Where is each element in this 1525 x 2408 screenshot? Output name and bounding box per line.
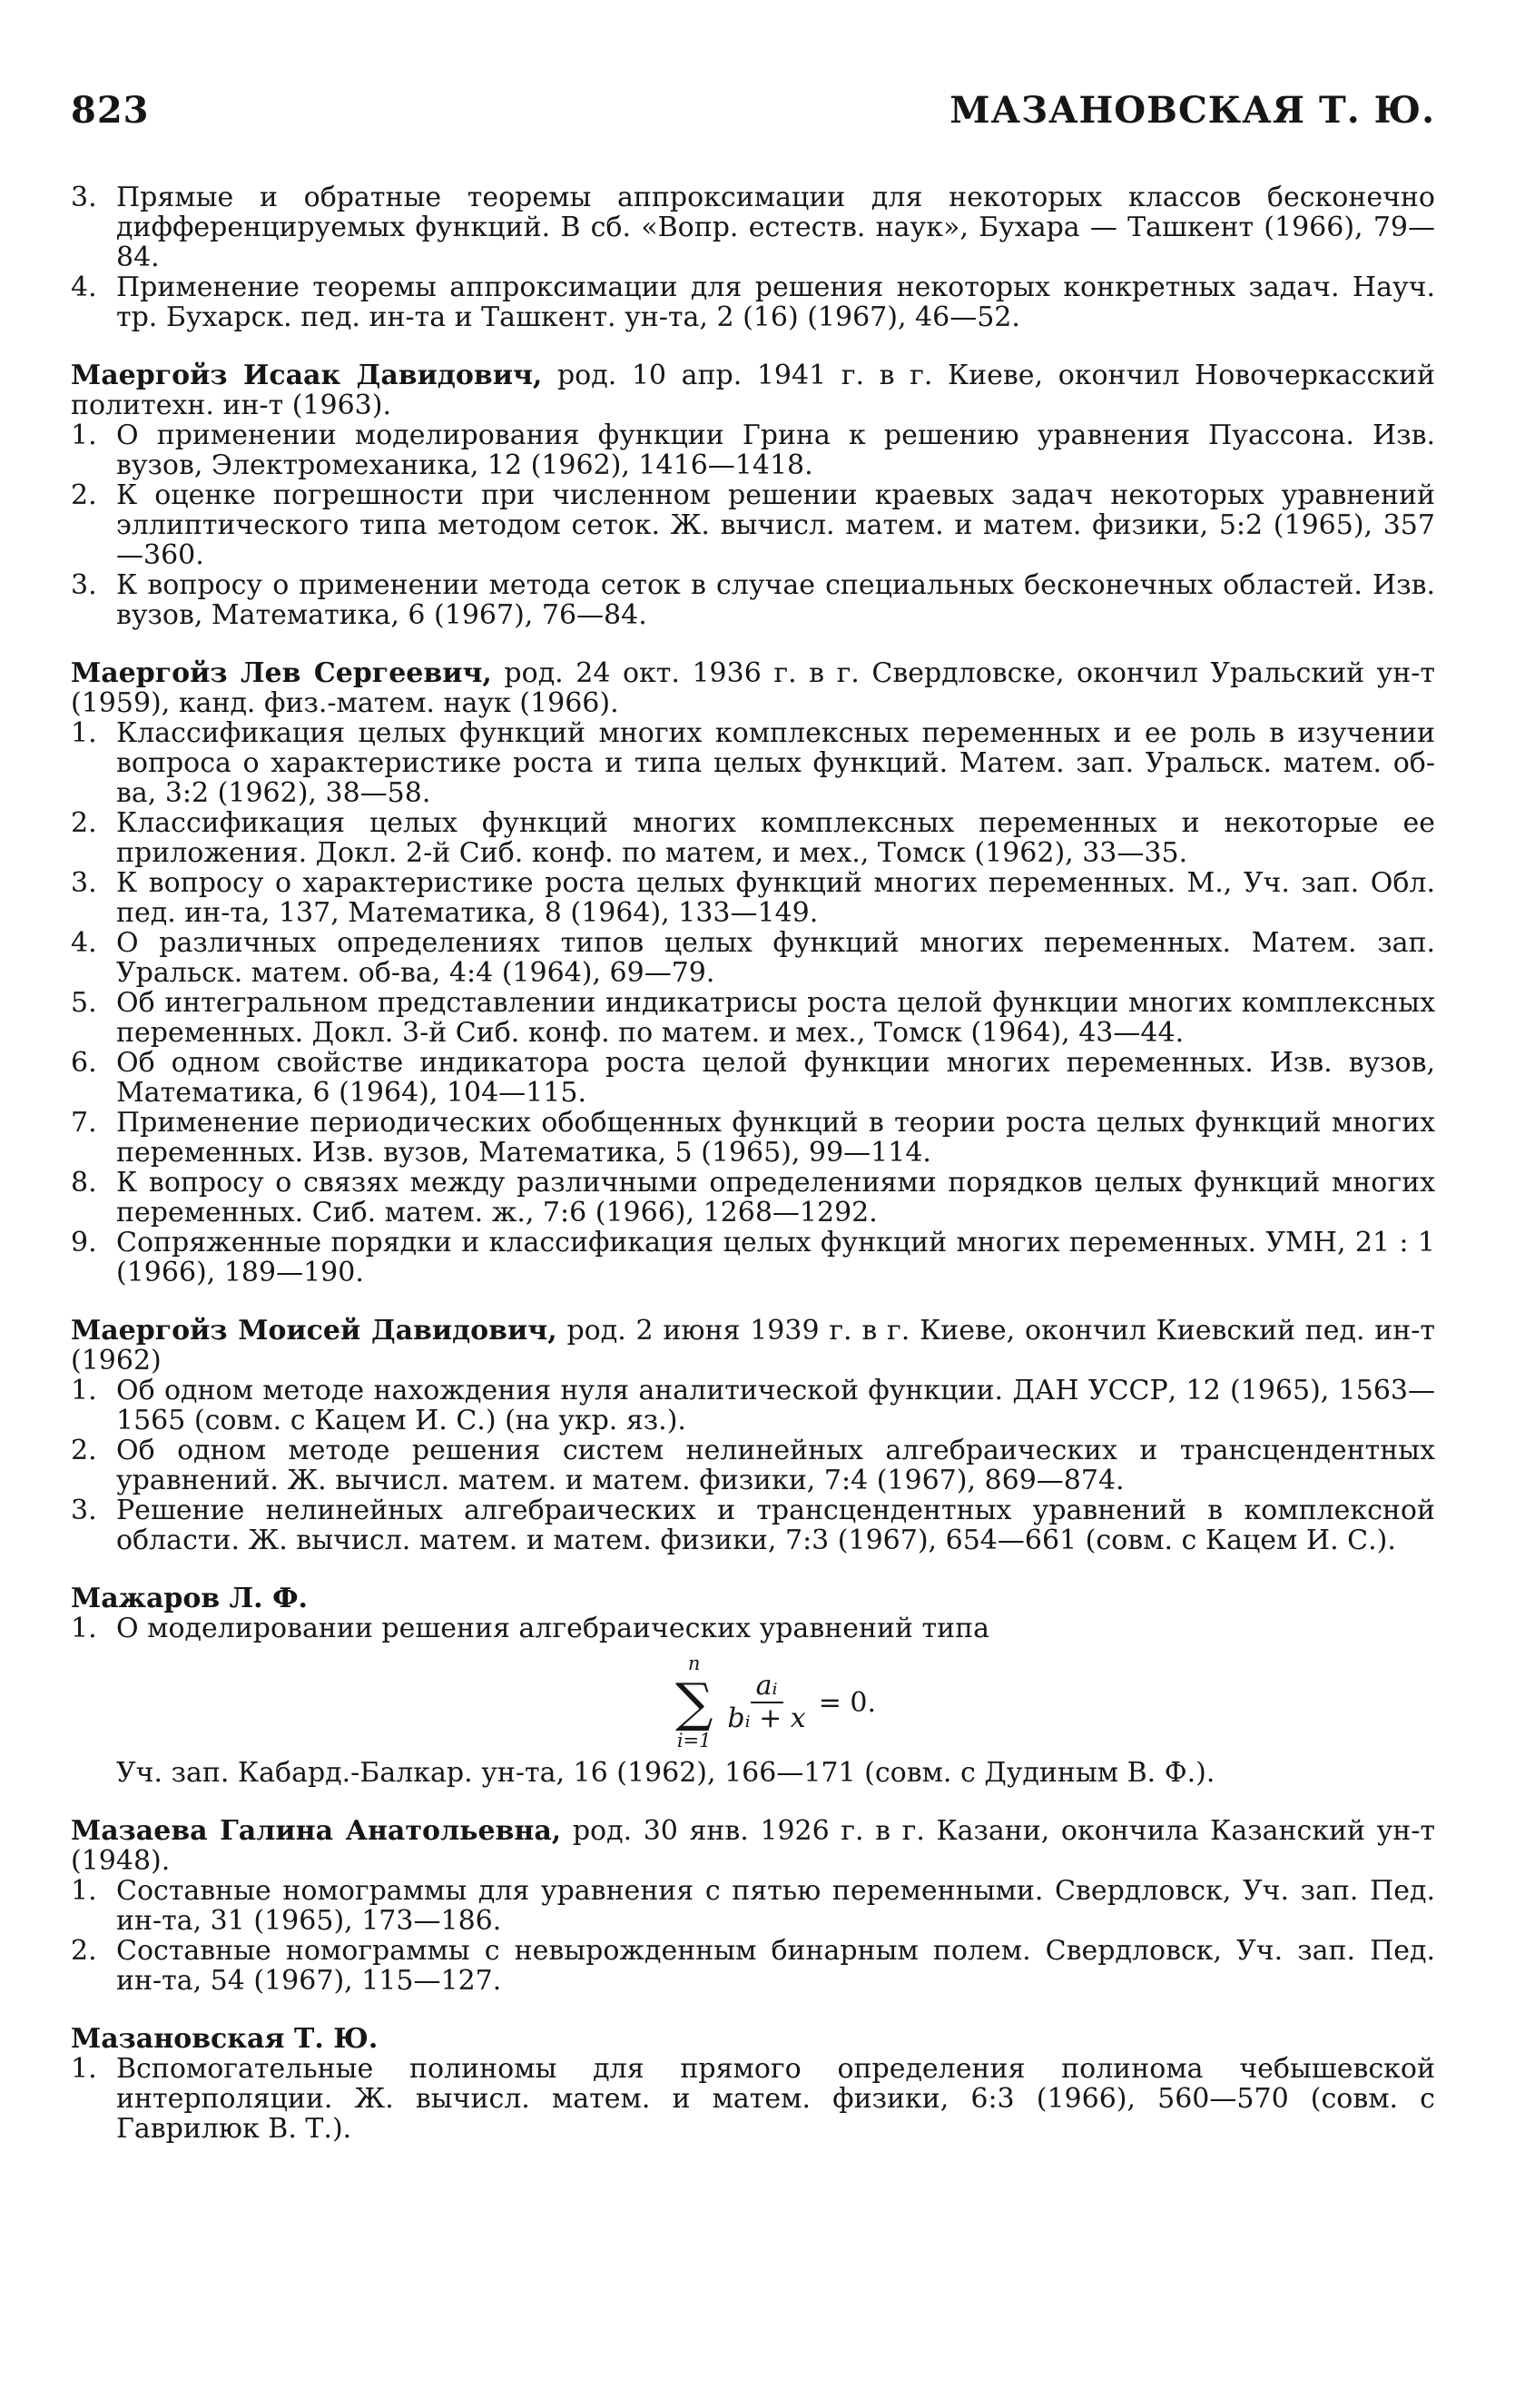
- item-text: Об одном свойстве индикатора роста целой функции многих переменных. Изв. вузов, Математика, 6 (1964), 104—115.: [116, 1047, 1435, 1109]
- sum-lower-limit: i=1: [676, 1730, 712, 1752]
- item-text: О различных определениях типов целых функций многих переменных. Матем. зап. Уральск. матем. об-ва, 4:4 (1964), 69—79.: [116, 927, 1435, 989]
- fraction-denominator: bᵢ + x: [727, 1702, 806, 1734]
- list-item: [71, 1495, 1435, 1555]
- item-text: Сопряженные порядки и классификация целых функций многих переменных. УМН, 21 : 1 (1966), 189—190.: [116, 1227, 1435, 1288]
- list-item: [71, 2054, 1435, 2144]
- sum-upper-limit: n: [687, 1653, 701, 1674]
- list-item: [71, 988, 1435, 1048]
- item-number: 6.: [71, 1047, 97, 1079]
- item-number: 1.: [71, 1613, 97, 1644]
- list-item: [71, 1168, 1435, 1228]
- page-number: 823: [71, 89, 150, 132]
- item-number: 3.: [71, 569, 97, 601]
- item-number: 4.: [71, 271, 97, 303]
- item-number: 2.: [71, 1935, 97, 1967]
- author-name: Мазановская Т. Ю.: [71, 2023, 379, 2055]
- item-number: 1.: [71, 1875, 97, 1907]
- fraction: [722, 1671, 811, 1734]
- item-number: 3.: [71, 867, 97, 899]
- author-heading: [71, 360, 1435, 420]
- item-number: 5.: [71, 987, 97, 1019]
- entry-maergoiz-isaak: [71, 360, 1435, 630]
- item-number: 1.: [71, 419, 97, 451]
- item-number: 2.: [71, 479, 97, 511]
- item-text: Классификация целых функций многих комплексных переменных и ее роль в изучении вопроса о характеристике роста и типа целых функций. Матем. зап. Уральск. матем. об-ва, 3:2 (1962), 38—58.: [116, 717, 1435, 809]
- list-item: [71, 1936, 1435, 1996]
- item-text: Составные номограммы для уравнения с пятью переменными. Свердловск, Уч. зап. Пед. ин-та, 31 (1965), 173—186.: [116, 1875, 1435, 1937]
- page-header: [71, 89, 1435, 132]
- item-citation: Уч. зап. Кабард.-Балкар. ун-та, 16 (1962), 166—171 (совм. с Дудиным В. Ф.).: [116, 1757, 1215, 1789]
- equation-rhs: = 0.: [818, 1686, 877, 1719]
- author-heading: [71, 1584, 1435, 1614]
- item-text: Вспомогательные полиномы для прямого определения полинома чебышевской интерполяции. Ж. вычисл. матем. и матем. физики, 6:3 (1966), 560—570 (совм. с Гаврилюк В. Т.).: [116, 2053, 1435, 2145]
- item-text: Применение теоремы аппроксимации для решения некоторых конкретных задач. Науч. тр. Бухарск. пед. ин-та и Ташкент. ун-та, 2 (16) (1967), 46—52.: [116, 271, 1435, 333]
- author-info: род. 30 янв. 1926 г. в г. Казани, окончила Казанский ун-т (1948).: [71, 1815, 1435, 1877]
- list-item: [71, 718, 1435, 808]
- item-text: Классификация целых функций многих комплексных переменных и некоторые ее приложения. Докл. 2-й Сиб. конф. по матем, и мех., Томск (1962), 33—35.: [116, 807, 1435, 869]
- item-text: Об одном методе решения систем нелинейных алгебраических и трансцендентных уравнений. Ж. вычисл. матем. и матем. физики, 7:4 (1967), 869—874.: [116, 1435, 1435, 1496]
- entry-maergoiz-moisei: [71, 1316, 1435, 1555]
- item-number: 2.: [71, 1435, 97, 1466]
- author-name: Маергойз Моисей Давидович,: [71, 1315, 557, 1347]
- sum-operator: [675, 1653, 713, 1752]
- item-number: 1.: [71, 2053, 97, 2085]
- item-text: О применении моделирования функции Грина к решению уравнения Пуассона. Изв. вузов, Электромеханика, 12 (1962), 1416—1418.: [116, 419, 1435, 481]
- author-heading: [71, 1816, 1435, 1876]
- item-text: Прямые и обратные теоремы аппроксимации для некоторых классов бесконечно дифференцируемых функций. В сб. «Вопр. естеств. наук», Бухара — Ташкент (1966), 79—84.: [116, 182, 1435, 273]
- author-name: Мазаева Галина Анатольевна,: [71, 1815, 562, 1847]
- summation-formula: [116, 1653, 1435, 1752]
- item-text: О моделировании решения алгебраических уравнений типа: [116, 1613, 989, 1644]
- author-name: Маергойз Исаак Давидович,: [71, 360, 543, 391]
- list-item: [71, 1876, 1435, 1936]
- item-text: Применение периодических обобщенных функций в теории роста целых функций многих переменных. Изв. вузов, Математика, 5 (1965), 99—114.: [116, 1107, 1435, 1169]
- item-number: 1.: [71, 1375, 97, 1406]
- author-name: Маергойз Лев Сергеевич,: [71, 657, 492, 689]
- author-info: род. 2 июня 1939 г. в г. Киеве, окончил Киевский пед. ин-т (1962): [71, 1315, 1435, 1377]
- author-info: род. 10 апр. 1941 г. в г. Киеве, окончил Новочеркасский политехн. ин-т (1963).: [71, 360, 1435, 421]
- item-text: Составные номограммы с невырожденным бинарным полем. Свердловск, Уч. зап. Пед. ин-та, 54 (1967), 115—127.: [116, 1935, 1435, 1997]
- item-number: 9.: [71, 1227, 97, 1258]
- fraction-numerator: aᵢ: [751, 1671, 783, 1703]
- list-item: [71, 1436, 1435, 1495]
- list-item: [71, 928, 1435, 988]
- entry-continuation: [71, 183, 1435, 332]
- item-text: К вопросу о характеристике роста целых функций многих переменных. М., Уч. зап. Обл. пед. ин-та, 137, Математика, 8 (1964), 133—149.: [116, 867, 1435, 929]
- item-number: 8.: [71, 1167, 97, 1199]
- item-number: 3.: [71, 182, 97, 213]
- entry-mazanovskaya: [71, 2024, 1435, 2144]
- entry-mazharov: [71, 1584, 1435, 1788]
- item-number: 1.: [71, 717, 97, 749]
- author-heading: [71, 658, 1435, 718]
- list-item: [71, 480, 1435, 570]
- list-item: [71, 1108, 1435, 1168]
- item-number: 3.: [71, 1495, 97, 1526]
- page: [71, 89, 1435, 2172]
- entry-maergoiz-lev: [71, 658, 1435, 1288]
- item-text: К оценке погрешности при численном решении краевых задач некоторых уравнений эллиптического типа методом сеток. Ж. вычисл. матем. и матем. физики, 5:2 (1965), 357—360.: [116, 479, 1435, 571]
- author-info: род. 24 окт. 1936 г. в г. Свердловске, окончил Уральский ун-т (1959), канд. физ.-матем. наук (1966).: [71, 657, 1435, 719]
- list-item: [71, 272, 1435, 332]
- list-item: [71, 183, 1435, 272]
- item-text: Решение нелинейных алгебраических и трансцендентных уравнений в комплексной области. Ж. вычисл. матем. и матем. физики, 7:3 (1967), 654—661 (совм. с Кацем И. С.).: [116, 1495, 1435, 1556]
- entry-mazaeva: [71, 1816, 1435, 1996]
- item-number: 4.: [71, 927, 97, 959]
- list-item: [71, 1614, 1435, 1643]
- author-name: Мажаров Л. Ф.: [71, 1583, 308, 1614]
- list-item: [71, 868, 1435, 928]
- item-text: К вопросу о применении метода сеток в случае специальных бесконечных областей. Изв. вузов, Математика, 6 (1967), 76—84.: [116, 569, 1435, 631]
- list-item: [71, 570, 1435, 630]
- list-item: [71, 808, 1435, 868]
- item-text: К вопросу о связях между различными определениями порядков целых функций многих переменных. Сиб. матем. ж., 7:6 (1966), 1268—1292.: [116, 1167, 1435, 1229]
- author-heading: [71, 2024, 1435, 2054]
- list-item: [71, 1376, 1435, 1436]
- sigma-symbol: ∑: [674, 1672, 713, 1733]
- item-number: 7.: [71, 1107, 97, 1139]
- author-heading: [71, 1316, 1435, 1376]
- list-item: [71, 420, 1435, 480]
- item-text: Об одном методе нахождения нуля аналитической функции. ДАН УССР, 12 (1965), 1563—1565 (совм. с Кацем И. С.) (на укр. яз.).: [116, 1375, 1435, 1436]
- bibliography: [71, 183, 1435, 2144]
- list-item: [71, 1048, 1435, 1108]
- running-head: МАЗАНОВСКАЯ Т. Ю.: [949, 89, 1435, 132]
- item-number: 2.: [71, 807, 97, 839]
- list-item: [71, 1228, 1435, 1288]
- item-text: Об интегральном представлении индикатрисы роста целой функции многих комплексных переменных. Докл. 3-й Сиб. конф. по матем. и мех., Томск (1964), 43—44.: [116, 987, 1435, 1049]
